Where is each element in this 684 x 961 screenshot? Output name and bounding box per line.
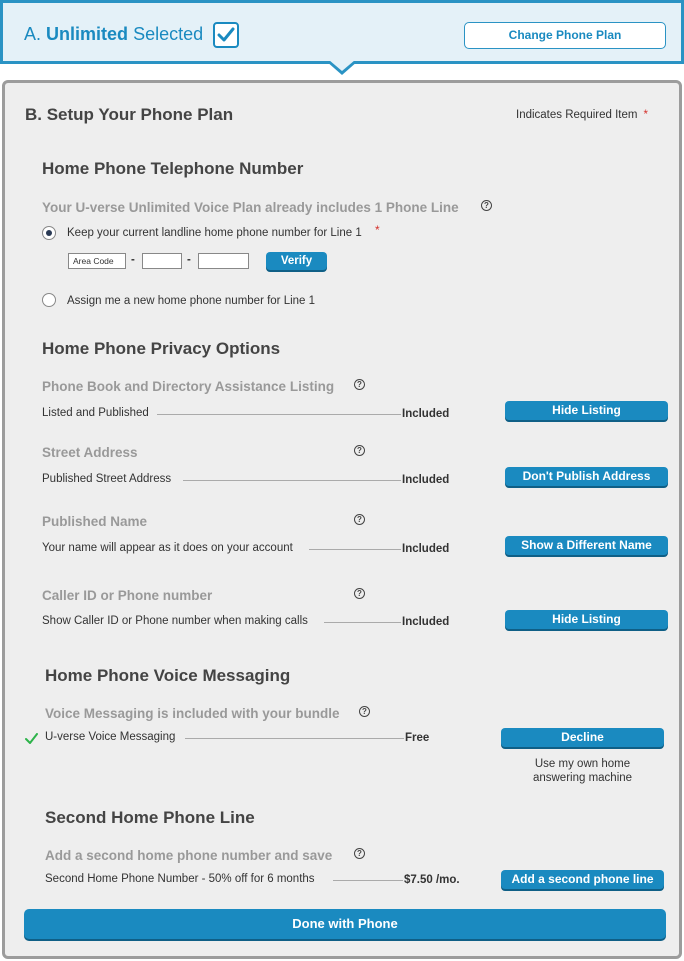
phone-separator: - (131, 254, 135, 266)
privacy-item-label: Caller ID or Phone number (42, 588, 213, 603)
required-marker: * (643, 109, 648, 121)
section-a-header (0, 0, 684, 64)
decline-note-line: Use my own home (534, 758, 631, 770)
second-line-subheading: Add a second home phone number and save (45, 848, 333, 863)
privacy-item-description: Show Caller ID or Phone number when making calls (42, 615, 308, 627)
leader-line (333, 880, 403, 881)
privacy-item-price: Included (402, 543, 450, 555)
leader-line (183, 480, 401, 481)
help-icon[interactable]: ? (354, 379, 365, 390)
voice-messaging-item: U-verse Voice Messaging (45, 731, 176, 743)
plan-name: Unlimited (46, 24, 129, 44)
voice-messaging-heading: Home Phone Voice Messaging (45, 666, 291, 685)
phone-separator: - (187, 254, 191, 266)
second-line-item: Second Home Phone Number - 50% off for 6 months (45, 873, 315, 885)
selected-check-icon (213, 22, 239, 48)
keep-number-label: Keep your current landline home phone number for Line 1 (67, 227, 362, 239)
phone-line-subheading: Your U-verse Unlimited Voice Plan already includes 1 Phone Line (42, 200, 459, 215)
section-a-prefix: A. (24, 24, 42, 44)
decline-button[interactable]: Decline (501, 728, 664, 747)
privacy-item-label: Phone Book and Directory Assistance Listing (42, 379, 335, 394)
done-with-phone-button[interactable]: Done with Phone (24, 909, 666, 939)
change-phone-plan-button[interactable]: Change Phone Plan (464, 22, 666, 49)
required-note-text: Indicates Required Item (516, 109, 638, 121)
leader-line (157, 414, 401, 415)
privacy-item-price: Included (402, 408, 450, 420)
phone-line-input[interactable] (198, 253, 249, 269)
new-number-label: Assign me a new home phone number for Line 1 (67, 295, 316, 307)
help-icon[interactable]: ? (354, 445, 365, 456)
add-second-line-button[interactable]: Add a second phone line (501, 870, 664, 889)
help-icon[interactable]: ? (354, 514, 365, 525)
dont-publish-address-button[interactable]: Don't Publish Address (505, 467, 668, 486)
privacy-item-price: Included (402, 474, 450, 486)
hide-listing-button[interactable]: Hide Listing (505, 401, 668, 420)
required-marker: * (375, 223, 380, 237)
voice-messaging-price: Free (405, 732, 430, 744)
section-b-panel (2, 80, 682, 959)
leader-line (324, 622, 401, 623)
section-b-title: B. Setup Your Phone Plan (25, 105, 234, 124)
telephone-number-heading: Home Phone Telephone Number (42, 159, 304, 178)
help-icon[interactable]: ? (354, 588, 365, 599)
area-code-input[interactable]: Area Code (68, 253, 126, 269)
phone-prefix-input[interactable] (142, 253, 182, 269)
privacy-item-description: Listed and Published (42, 407, 149, 419)
decline-note-line: answering machine (532, 772, 633, 784)
selected-plan-title (24, 24, 203, 45)
verify-button[interactable]: Verify (266, 252, 327, 270)
privacy-item-label: Published Name (42, 514, 148, 529)
privacy-item-description: Published Street Address (42, 473, 172, 485)
decline-note (501, 757, 664, 785)
help-icon[interactable]: ? (481, 200, 492, 211)
voice-messaging-subheading: Voice Messaging is included with your bundle (45, 706, 340, 721)
keep-number-radio[interactable] (42, 226, 56, 240)
privacy-item-label: Street Address (42, 445, 138, 460)
privacy-heading: Home Phone Privacy Options (42, 339, 281, 358)
leader-line (185, 738, 404, 739)
new-number-radio[interactable] (42, 293, 56, 307)
privacy-item-description: Your name will appear as it does on your account (42, 542, 293, 554)
help-icon[interactable]: ? (354, 848, 365, 859)
selected-label: Selected (133, 24, 204, 44)
required-note (516, 109, 648, 121)
leader-line (309, 549, 401, 550)
section-pointer-inner (329, 60, 355, 71)
second-line-heading: Second Home Phone Line (45, 808, 255, 827)
second-line-price: $7.50 /mo. (404, 874, 460, 886)
hide-caller-id-button[interactable]: Hide Listing (505, 610, 668, 629)
show-different-name-button[interactable]: Show a Different Name (505, 536, 668, 555)
included-check-icon (25, 732, 38, 750)
privacy-item-price: Included (402, 616, 450, 628)
help-icon[interactable]: ? (359, 706, 370, 717)
